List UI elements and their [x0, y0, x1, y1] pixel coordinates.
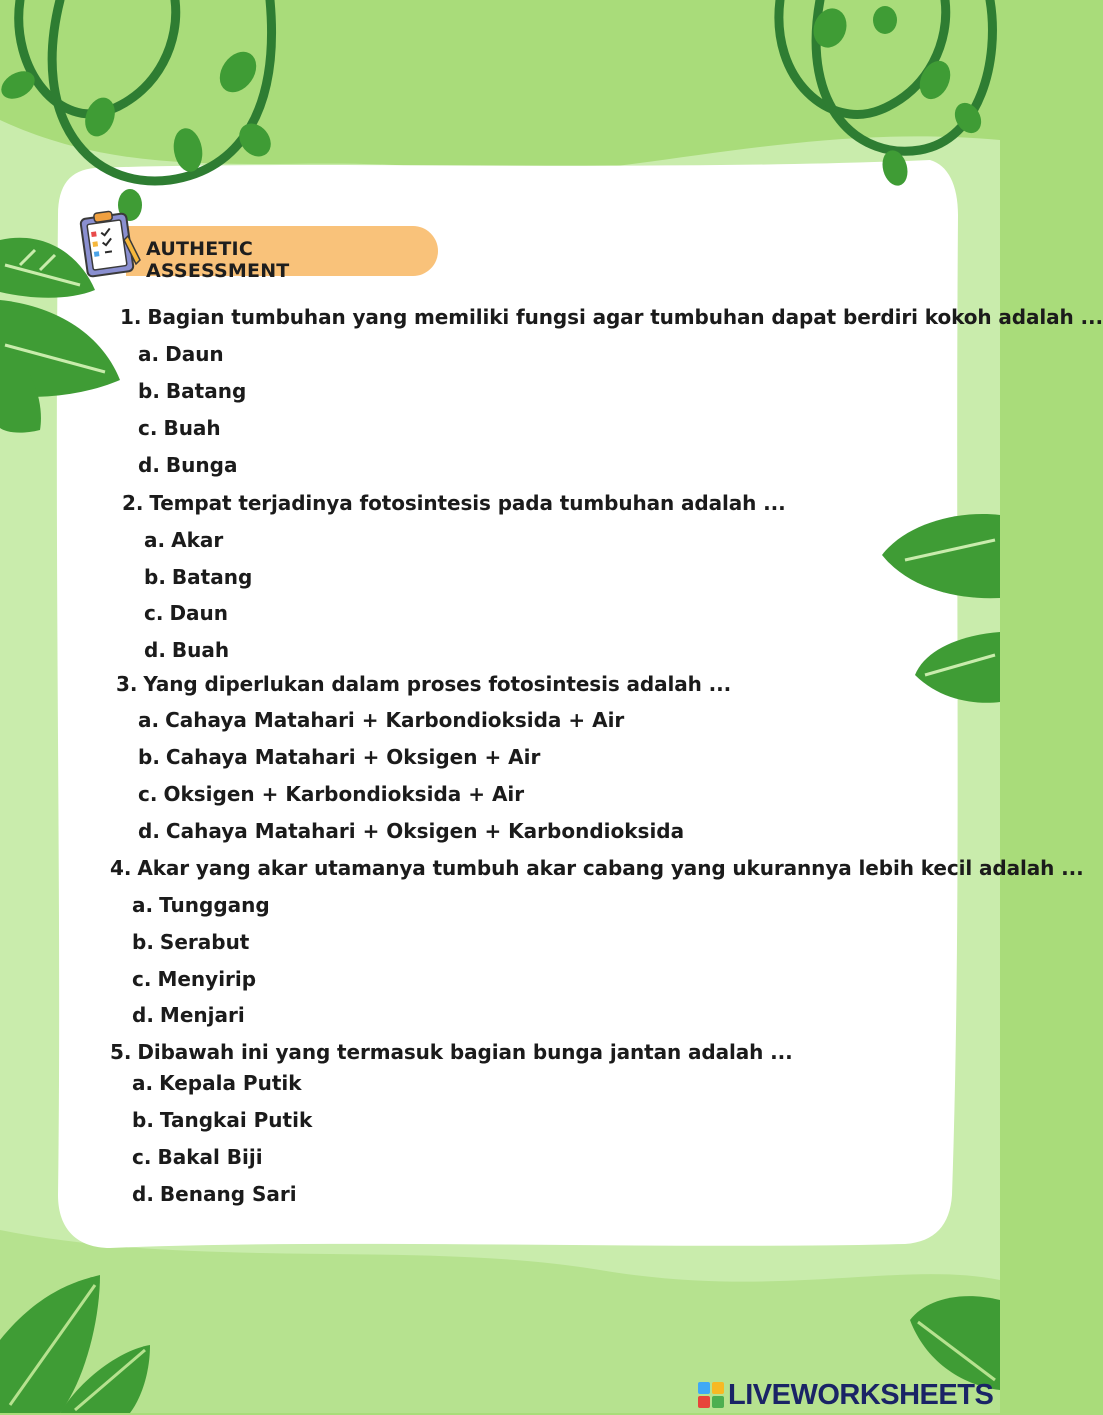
question-number: 2.	[122, 491, 144, 515]
option-4a[interactable]	[132, 893, 270, 917]
option-letter: c.	[132, 1145, 152, 1169]
header-title: AUTHETIC ASSESSMENT	[146, 238, 290, 282]
option-letter: a.	[138, 342, 160, 366]
liveworksheets-branding	[698, 1375, 993, 1415]
option-text: Benang Sari	[159, 1182, 297, 1206]
option-text: Menjari	[159, 1003, 245, 1027]
option-3d[interactable]	[138, 819, 684, 843]
option-letter: b.	[132, 1108, 154, 1132]
option-text: Daun	[169, 601, 229, 625]
option-3c[interactable]	[138, 782, 524, 806]
option-text: Kepala Putik	[159, 1071, 302, 1095]
option-text: Daun	[165, 342, 224, 366]
option-text: Cahaya Matahari + Oksigen + Air	[165, 745, 541, 769]
option-text: Batang	[165, 379, 247, 403]
option-text: Cahaya Matahari + Oksigen + Karbondioksida	[165, 819, 685, 843]
question-text: Bagian tumbuhan yang memiliki fungsi agar tumbuhan dapat berdiri kokoh adalah ...	[147, 305, 1103, 329]
option-letter: d.	[132, 1182, 154, 1206]
option-letter: b.	[132, 930, 154, 954]
option-letter: d.	[132, 1003, 154, 1027]
option-text: Tunggang	[159, 893, 270, 917]
option-3b[interactable]	[138, 745, 540, 769]
option-text: Akar	[171, 528, 224, 552]
option-1c[interactable]	[138, 416, 221, 440]
option-text: Bakal Biji	[157, 1145, 263, 1169]
option-4d[interactable]	[132, 1003, 245, 1027]
option-text: Batang	[171, 565, 253, 589]
option-4c[interactable]	[132, 967, 256, 991]
option-text: Tangkai Putik	[159, 1108, 313, 1132]
option-letter: a.	[132, 1071, 154, 1095]
option-5c[interactable]	[132, 1145, 263, 1169]
question-number: 4.	[110, 856, 132, 880]
option-text: Serabut	[159, 930, 250, 954]
question-text: Tempat terjadinya fotosintesis pada tumbuhan adalah ...	[149, 491, 786, 515]
option-text: Menyirip	[157, 967, 257, 991]
assessment-header	[78, 208, 378, 288]
option-letter: a.	[138, 708, 160, 732]
question-5	[110, 1040, 793, 1064]
option-letter: a.	[132, 893, 154, 917]
option-letter: d.	[144, 638, 166, 662]
clipboard-checklist-icon	[78, 208, 148, 280]
option-letter: c.	[144, 601, 164, 625]
liveworksheets-logo-icon	[698, 1382, 724, 1408]
option-2b[interactable]	[144, 565, 252, 589]
brand-name: LIVEWORKSHEETS	[728, 1378, 994, 1411]
option-4b[interactable]	[132, 930, 249, 954]
option-letter: a.	[144, 528, 166, 552]
option-letter: d.	[138, 819, 160, 843]
option-letter: d.	[138, 453, 160, 477]
option-letter: c.	[132, 967, 152, 991]
question-text: Dibawah ini yang termasuk bagian bunga jantan adalah ...	[137, 1040, 793, 1064]
option-text: Oksigen + Karbondioksida + Air	[163, 782, 525, 806]
option-2c[interactable]	[144, 601, 228, 625]
option-letter: c.	[138, 782, 158, 806]
option-5d[interactable]	[132, 1182, 297, 1206]
question-number: 1.	[120, 305, 142, 329]
option-letter: b.	[138, 379, 160, 403]
option-letter: c.	[138, 416, 158, 440]
option-text: Bunga	[165, 453, 238, 477]
option-1a[interactable]	[138, 342, 224, 366]
option-2a[interactable]	[144, 528, 223, 552]
option-text: Cahaya Matahari + Karbondioksida + Air	[165, 708, 625, 732]
option-5b[interactable]	[132, 1108, 312, 1132]
option-letter: b.	[144, 565, 166, 589]
option-letter: b.	[138, 745, 160, 769]
option-3a[interactable]	[138, 708, 624, 732]
question-text: Yang diperlukan dalam proses fotosintesis adalah ...	[143, 672, 732, 696]
question-2	[122, 491, 786, 515]
question-number: 3.	[116, 672, 138, 696]
option-5a[interactable]	[132, 1071, 302, 1095]
question-text: Akar yang akar utamanya tumbuh akar cabang yang ukurannya lebih kecil adalah ...	[137, 856, 1084, 880]
option-1b[interactable]	[138, 379, 246, 403]
question-number: 5.	[110, 1040, 132, 1064]
option-2d[interactable]	[144, 638, 229, 662]
option-text: Buah	[171, 638, 230, 662]
question-1	[120, 305, 1103, 329]
question-4	[110, 856, 1084, 880]
option-1d[interactable]	[138, 453, 237, 477]
option-text: Buah	[163, 416, 221, 440]
question-3	[116, 672, 731, 696]
